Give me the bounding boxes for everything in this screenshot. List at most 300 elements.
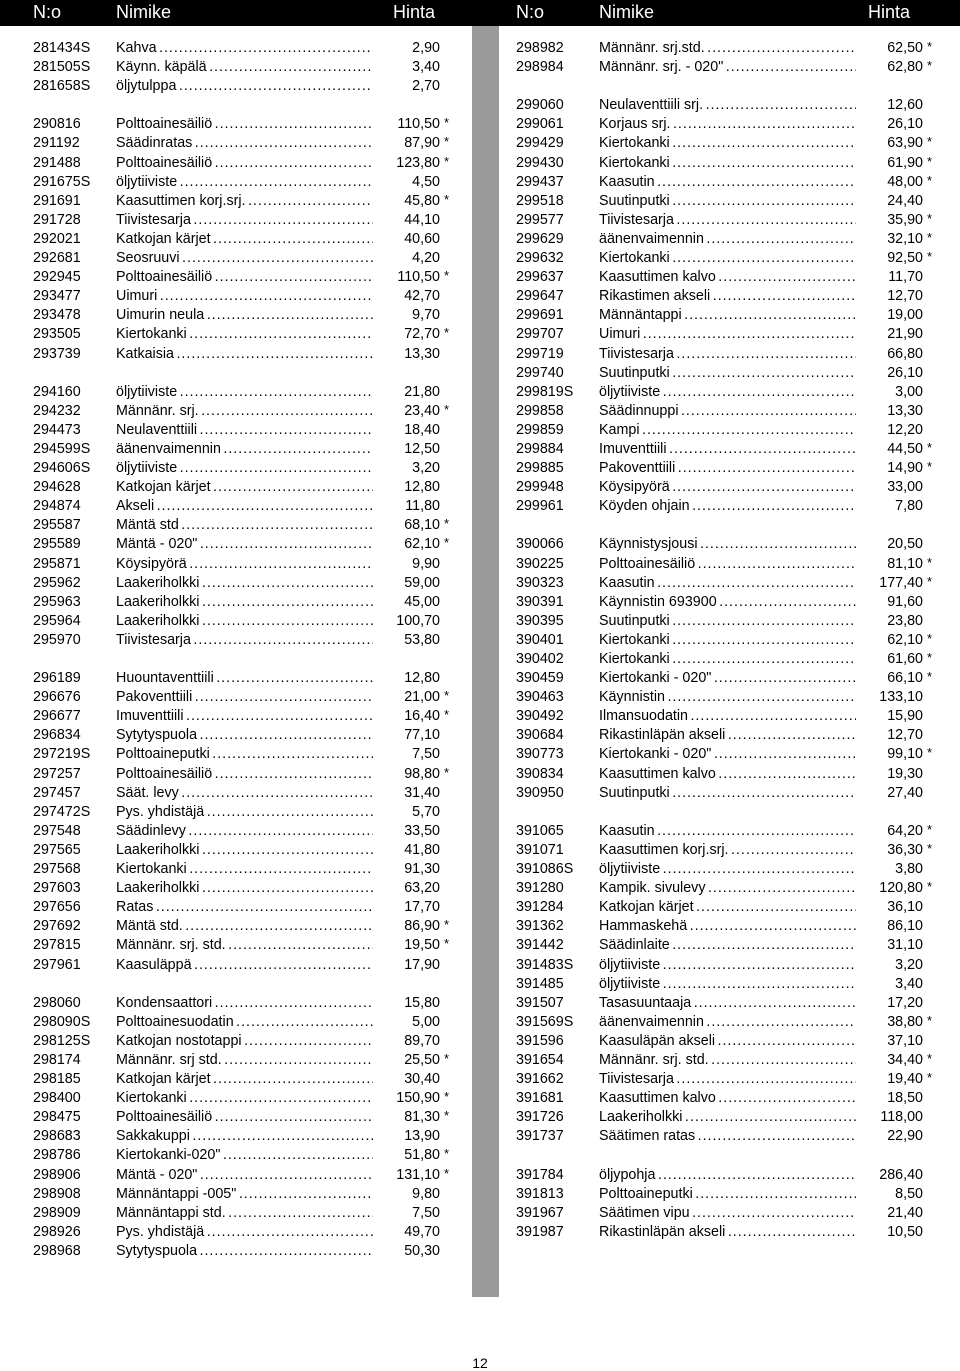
list-item <box>483 593 923 612</box>
item-mark: * <box>927 573 933 589</box>
item-code: 297219S <box>33 746 91 763</box>
item-name: Katkojan kärjet . . . <box>599 898 856 917</box>
list-item <box>0 459 440 478</box>
list-item <box>483 650 933 669</box>
item-mark: * <box>927 1012 933 1028</box>
item-name: Polttoainesäiliö . . . <box>116 765 373 784</box>
list-item <box>483 1127 923 1146</box>
header-price-right: Hinta <box>868 2 911 22</box>
list-item <box>483 745 933 764</box>
item-code: 291675S <box>33 173 91 190</box>
item-code: 293739 <box>33 345 81 362</box>
item-mark: * <box>927 1050 933 1066</box>
item-price: 7,80 <box>895 498 923 515</box>
list-item <box>483 840 933 860</box>
item-price: 19,30 <box>887 765 923 782</box>
item-code: 391726 <box>516 1109 564 1126</box>
list-item <box>0 173 440 192</box>
item-code: 391681 <box>516 1090 564 1107</box>
item-price: 38,80 <box>887 1013 923 1030</box>
item-code: 294874 <box>33 498 81 515</box>
item-price: 77,10 <box>404 727 440 744</box>
item-name: Käynnistin . . . <box>599 688 856 707</box>
list-item <box>483 917 923 936</box>
item-name: Ilmansuodatin . . . <box>599 707 856 726</box>
list-item <box>0 1108 450 1127</box>
item-code: 297692 <box>33 918 81 935</box>
item-code: 298060 <box>33 994 81 1011</box>
list-item <box>0 555 440 574</box>
item-mark: * <box>444 1108 450 1124</box>
item-code: 293477 <box>33 288 81 305</box>
item-code: 281434S <box>33 40 91 56</box>
item-name: Laakeriholkki . . . <box>116 612 373 631</box>
item-mark: * <box>927 39 933 54</box>
item-code: 390225 <box>516 555 564 572</box>
item-code: 297568 <box>33 861 81 878</box>
item-mark: * <box>927 879 933 895</box>
item-price: 133,10 <box>879 689 923 706</box>
list-item <box>483 268 923 287</box>
item-name: Männäntappi std. . . . <box>116 1204 373 1223</box>
item-price: 91,60 <box>887 593 923 610</box>
list-item <box>483 115 923 134</box>
item-mark: * <box>927 58 933 74</box>
list-item <box>483 860 923 879</box>
item-name: Kaasutin . . . <box>599 574 856 593</box>
item-mark: * <box>927 554 933 570</box>
item-name: öljytiiviste . . . <box>599 860 856 879</box>
list-item <box>0 879 440 898</box>
item-code: 297565 <box>33 841 81 858</box>
list-item <box>0 1127 440 1146</box>
item-code: 391065 <box>516 822 564 839</box>
item-name: öljytulppa . . . <box>116 77 373 96</box>
item-mark: * <box>444 268 450 284</box>
page-number: 12 <box>472 1355 488 1371</box>
list-item <box>483 306 923 325</box>
item-code: 390492 <box>516 708 564 725</box>
item-mark: * <box>927 745 933 761</box>
item-price: 12,70 <box>887 727 923 744</box>
section-gap <box>483 803 923 822</box>
item-name: Tiivistesarja . . . <box>116 631 373 650</box>
item-name: Tiivistesarja . . . <box>599 211 856 230</box>
item-mark: * <box>927 153 933 169</box>
item-code: 297656 <box>33 899 81 916</box>
item-price: 36,10 <box>887 899 923 916</box>
list-item <box>0 936 450 955</box>
list-item <box>0 1223 440 1242</box>
list-item <box>0 383 440 402</box>
item-name: Kiertokanki - 020" . . . <box>599 669 856 688</box>
list-item <box>483 573 933 593</box>
item-name: äänenvaimennin . . . <box>599 230 856 249</box>
item-name: Neulaventtiili . . . <box>116 421 373 440</box>
list-item <box>483 402 923 421</box>
item-mark: * <box>927 650 933 665</box>
item-price: 62,80 <box>887 59 923 76</box>
item-name: Kiertokanki . . . <box>599 154 856 173</box>
list-item <box>483 153 933 173</box>
list-item <box>0 134 450 153</box>
item-code: 299632 <box>516 250 564 267</box>
item-code: 294160 <box>33 383 81 400</box>
item-name: Suutinputki . . . <box>599 784 856 803</box>
item-name: Akseli . . . <box>116 497 373 516</box>
item-price: 123,80 <box>396 154 440 171</box>
item-price: 72,70 <box>404 326 440 343</box>
item-name: Kaasuttimen kalvo . . . <box>599 268 856 287</box>
item-name: Köysipyörä . . . <box>116 555 373 574</box>
list-item <box>483 325 923 344</box>
item-mark: * <box>444 1165 450 1181</box>
item-price: 12,20 <box>887 421 923 438</box>
item-code: 294232 <box>33 402 81 419</box>
item-price: 21,40 <box>887 1204 923 1221</box>
item-name: Polttoainesäiliö . . . <box>116 268 373 287</box>
item-price: 86,10 <box>887 918 923 935</box>
item-code: 299647 <box>516 288 564 305</box>
item-code: 391483S <box>516 956 574 973</box>
item-name: Kiertokanki . . . <box>599 134 856 153</box>
price-list-left <box>0 39 450 1261</box>
item-price: 31,40 <box>404 784 440 801</box>
item-name: öljytiiviste . . . <box>599 383 856 402</box>
item-name: Köyden ohjain . . . <box>599 497 856 516</box>
item-code: 291691 <box>33 192 81 209</box>
item-mark: * <box>927 134 933 150</box>
item-price: 13,30 <box>887 402 923 419</box>
item-name: Kaasuttimen kalvo . . . <box>599 765 856 784</box>
list-item <box>0 1070 440 1089</box>
item-price: 150,90 <box>396 1090 440 1107</box>
item-name: Polttoainesäiliö . . . <box>116 154 373 173</box>
table-header <box>0 0 960 26</box>
item-name: Säät. levy . . . <box>116 784 373 803</box>
item-mark: * <box>444 1089 450 1105</box>
item-code: 299437 <box>516 173 564 190</box>
list-item <box>0 631 440 650</box>
item-code: 299629 <box>516 230 564 247</box>
item-name: Männäntappi . . . <box>599 306 856 325</box>
header-name-left: Nimike <box>116 2 172 22</box>
list-item <box>0 956 440 975</box>
item-code: 295871 <box>33 555 81 572</box>
item-name: Laakeriholkki . . . <box>599 1108 856 1127</box>
item-price: 17,70 <box>404 899 440 916</box>
item-code: 295589 <box>33 536 81 553</box>
item-price: 26,10 <box>887 364 923 381</box>
item-price: 10,50 <box>887 1223 923 1240</box>
list-item <box>0 153 450 173</box>
list-item <box>0 917 450 936</box>
item-name: Männäntappi -005" . . . <box>116 1185 373 1204</box>
list-item <box>0 535 450 554</box>
list-item <box>483 898 923 917</box>
list-item <box>0 1032 440 1051</box>
item-price: 86,90 <box>404 918 440 935</box>
item-code: 293505 <box>33 326 81 343</box>
item-code: 292681 <box>33 250 81 267</box>
item-name: Tiivistesarja . . . <box>599 345 856 364</box>
item-code: 390834 <box>516 765 564 782</box>
item-mark: * <box>444 1050 450 1066</box>
item-code: 391596 <box>516 1032 564 1049</box>
section-gap <box>0 650 440 669</box>
item-mark: * <box>444 115 450 131</box>
item-name: Mäntä std. . . . <box>116 917 373 936</box>
item-name: Rikastimen akseli . . . <box>599 287 856 306</box>
list-item <box>483 612 923 631</box>
item-price: 11,70 <box>888 269 923 286</box>
item-price: 16,40 <box>404 708 440 725</box>
item-price: 12,60 <box>887 97 923 114</box>
item-price: 53,80 <box>404 631 440 648</box>
item-name: Imuventtiili . . . <box>116 707 373 726</box>
item-price: 98,80 <box>404 765 440 782</box>
item-price: 41,80 <box>404 841 440 858</box>
list-item <box>0 688 450 707</box>
item-code: 295963 <box>33 593 81 610</box>
item-price: 44,10 <box>404 211 440 228</box>
item-price: 62,10 <box>404 536 440 553</box>
item-name: Kiertokanki . . . <box>599 650 856 669</box>
item-price: 2,70 <box>412 78 440 95</box>
item-name: öljytiiviste . . . <box>116 383 373 402</box>
item-code: 296834 <box>33 727 81 744</box>
item-mark: * <box>927 249 933 265</box>
item-price: 15,80 <box>404 994 440 1011</box>
list-item <box>483 39 933 58</box>
list-item <box>0 1242 440 1261</box>
item-code: 391284 <box>516 899 564 916</box>
list-item <box>483 134 933 153</box>
list-item <box>483 1012 933 1032</box>
item-code: 299884 <box>516 440 564 457</box>
item-code: 390066 <box>516 536 564 553</box>
item-name: Kaasuläpän akseli . . . <box>599 1032 856 1051</box>
item-name: Säädinlaite . . . <box>599 936 856 955</box>
item-name: Pakoventtiili . . . <box>599 459 856 478</box>
list-item <box>0 1185 440 1204</box>
item-price: 12,80 <box>404 670 440 687</box>
item-mark: * <box>444 153 450 169</box>
list-item <box>483 459 933 478</box>
list-item <box>483 936 923 955</box>
list-item <box>483 535 923 554</box>
item-name: Käynnistysjousi . . . <box>599 535 856 554</box>
list-item <box>483 364 923 383</box>
list-item <box>0 1146 450 1165</box>
item-price: 21,90 <box>887 326 923 343</box>
item-code: 391362 <box>516 918 564 935</box>
item-price: 18,40 <box>404 421 440 438</box>
item-code: 297815 <box>33 937 81 954</box>
item-code: 295970 <box>33 631 81 648</box>
item-price: 99,10 <box>887 746 923 763</box>
item-code: 298125S <box>33 1032 91 1049</box>
list-item <box>0 191 450 211</box>
item-code: 299691 <box>516 307 564 324</box>
list-item <box>0 58 440 77</box>
item-name: Tasasuuntaaja . . . <box>599 994 856 1013</box>
item-price: 27,40 <box>887 784 923 801</box>
list-item <box>483 975 923 994</box>
item-price: 91,30 <box>404 861 440 878</box>
item-name: Säätimen ratas . . . <box>599 1127 856 1146</box>
item-mark: * <box>927 439 933 455</box>
list-item <box>483 478 923 497</box>
item-code: 298475 <box>33 1109 81 1126</box>
item-name: Kiertokanki . . . <box>599 631 856 650</box>
item-code: 391967 <box>516 1204 564 1221</box>
list-item <box>0 1089 450 1108</box>
item-price: 19,50 <box>404 937 440 954</box>
list-item <box>483 229 933 249</box>
item-code: 390391 <box>516 593 564 610</box>
list-item <box>0 478 440 497</box>
list-item <box>0 841 440 860</box>
item-price: 22,90 <box>887 1128 923 1145</box>
item-mark: * <box>927 669 933 685</box>
item-price: 62,50 <box>887 40 923 56</box>
list-item <box>0 860 440 879</box>
list-item <box>0 1204 440 1223</box>
item-price: 49,70 <box>404 1223 440 1240</box>
list-item <box>0 593 440 612</box>
list-item <box>0 898 440 917</box>
item-price: 33,00 <box>887 479 923 496</box>
item-price: 61,60 <box>887 651 923 667</box>
item-code: 391280 <box>516 880 564 897</box>
item-name: Ratas . . . <box>116 898 373 917</box>
list-item <box>483 1166 923 1185</box>
list-item <box>0 707 450 726</box>
list-item <box>483 821 933 841</box>
item-price: 9,80 <box>412 1185 440 1202</box>
item-mark: * <box>444 134 450 150</box>
item-mark: * <box>927 840 933 856</box>
item-price: 9,70 <box>412 307 440 324</box>
item-price: 35,90 <box>887 211 923 228</box>
item-name: Polttoainesäiliö . . . <box>599 555 856 574</box>
item-name: Kiertokanki . . . <box>116 860 373 879</box>
item-price: 9,90 <box>412 555 440 572</box>
item-name: Kiertokanki - 020" . . . <box>599 745 856 764</box>
item-price: 66,80 <box>887 345 923 362</box>
list-item <box>0 1165 450 1185</box>
list-item <box>0 268 450 287</box>
section-gap <box>0 364 440 383</box>
item-name: Polttoainesäiliö . . . <box>116 1108 373 1127</box>
item-name: Männänr. srj. . . . <box>116 402 373 421</box>
list-item <box>483 1070 933 1089</box>
item-name: Suutinputki . . . <box>599 364 856 383</box>
item-code: 295964 <box>33 612 81 629</box>
item-name: Sytytyspuola . . . <box>116 726 373 745</box>
item-price: 89,70 <box>404 1032 440 1049</box>
item-name: Kiertokanki . . . <box>116 1089 373 1108</box>
list-item <box>0 612 440 631</box>
item-code: 294628 <box>33 479 81 496</box>
list-item <box>0 669 440 688</box>
list-item <box>0 401 450 421</box>
item-code: 281505S <box>33 59 91 76</box>
item-code: 391071 <box>516 841 564 858</box>
item-mark: * <box>444 516 450 532</box>
item-price: 3,00 <box>895 383 923 400</box>
list-item <box>483 383 923 402</box>
header-no-right: N:o <box>516 2 545 22</box>
item-name: Säädinnuppi . . . <box>599 402 856 421</box>
item-code: 299819S <box>516 383 574 400</box>
item-code: 299885 <box>516 460 564 477</box>
item-name: Katkojan nostotappi . . . <box>116 1032 373 1051</box>
item-price: 7,50 <box>412 746 440 763</box>
item-price: 61,90 <box>887 154 923 171</box>
item-code: 292945 <box>33 269 81 286</box>
item-name: Käynnistin 693900 . . . <box>599 593 856 612</box>
item-price: 62,10 <box>887 631 923 648</box>
item-code: 390950 <box>516 784 564 801</box>
item-code: 295962 <box>33 574 81 591</box>
item-name: Uimurin neula . . . <box>116 306 373 325</box>
item-mark: * <box>444 401 450 417</box>
item-name: Kaasuttimen kalvo . . . <box>599 1089 856 1108</box>
item-name: öljytiiviste . . . <box>116 459 373 478</box>
item-code: 298968 <box>33 1242 81 1259</box>
item-code: 391485 <box>516 975 564 992</box>
list-item <box>483 994 923 1013</box>
item-price: 36,30 <box>887 841 923 858</box>
item-name: Rikastinläpän akseli . . . <box>599 726 856 745</box>
list-item <box>0 803 440 822</box>
list-item <box>0 822 440 841</box>
item-price: 2,90 <box>412 40 440 56</box>
header-no-left: N:o <box>33 2 62 22</box>
list-item <box>0 421 440 440</box>
item-price: 19,40 <box>887 1071 923 1088</box>
item-price: 59,00 <box>404 574 440 591</box>
item-code: 298906 <box>33 1166 81 1183</box>
item-price: 12,50 <box>404 440 440 457</box>
item-code: 293478 <box>33 307 81 324</box>
item-name: äänenvaimennin . . . <box>116 440 373 459</box>
item-name: Neulaventtiili srj. . . . <box>599 96 856 115</box>
item-mark: * <box>927 630 933 646</box>
item-name: Rikastinläpän akseli . . . <box>599 1223 856 1242</box>
item-price: 87,90 <box>404 135 440 152</box>
item-mark: * <box>444 535 450 551</box>
list-item <box>483 956 923 975</box>
list-item <box>483 879 933 898</box>
item-name: Laakeriholkki . . . <box>116 574 373 593</box>
item-name: Imuventtiili . . . <box>599 440 856 459</box>
item-mark: * <box>927 229 933 245</box>
item-name: Kaasutin . . . <box>599 173 856 192</box>
item-name: Kahva . . . <box>116 39 373 58</box>
item-price: 3,40 <box>895 975 923 992</box>
item-name: Polttoaineputki . . . <box>116 745 373 764</box>
item-name: Käynn. käpälä . . . <box>116 58 373 77</box>
item-mark: * <box>444 191 450 207</box>
section-gap <box>0 96 440 115</box>
item-name: Polttoaineputki . . . <box>599 1185 856 1204</box>
list-item <box>0 516 450 535</box>
item-name: Suutinputki . . . <box>599 612 856 631</box>
item-code: 299429 <box>516 135 564 152</box>
